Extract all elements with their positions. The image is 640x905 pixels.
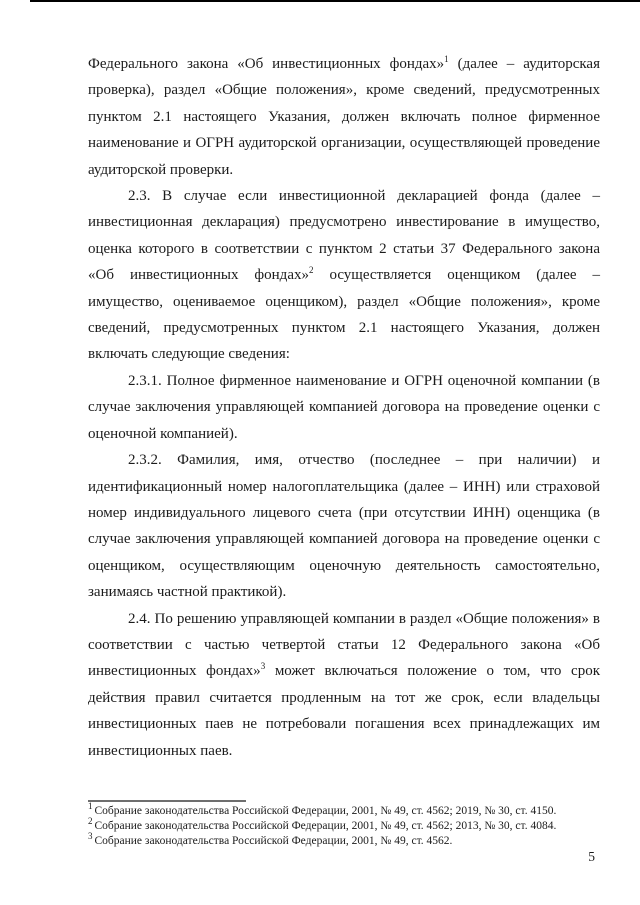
footnote-ref: 1 <box>444 54 449 64</box>
footnote-separator <box>88 800 246 802</box>
footnote: $^1$ Собрание законодательства Российской Федерации, 2001, № 49, ст. 4562; 2019, № 30, ст. 4150. <box>88 801 557 817</box>
body-text <box>88 51 600 764</box>
paragraph: 2.4. По решению управляющей компании в раздел «Общие положения» в соответствии с частью четвертой статьи 12 Федерального закона «Об инвестиционных фондах»$^3$ может включаться положение о том, что срок действия правил считается продленным на тот же срок, если владельцы инвестиционных паев не потребовали погашения всех принадлежащих им инвестиционных паев. <box>88 610 600 759</box>
paragraph: 2.3. В случае если инвестиционной декларацией фонда (далее – инвестиционная декларация) предусмотрено инвестирование в имущество, оценка которого в соответствии с пунктом 2 статьи 37 Федерального закона «Об инвестиционных фондах»$^2$ осуществляется оценщиком (далее – имущество, оцениваемое оценщиком), раздел «Общие положения», кроме сведений, предусмотренных пунктом 2.1 настоящего Указания, должен включать следующие сведения: <box>88 188 601 363</box>
paragraph: 2.3.2. Фамилия, имя, отчество (последнее – при наличии) и идентификационный номер налогоплательщика (далее – ИНН) или страховой номер индивидуального лицевого счета (при отсутствии ИНН) оценщика (в случае заключения управляющей компанией договора на проведение оценки с оценщиком, осуществляющим оценочную деятельность самостоятельно, занимаясь частной практикой). <box>88 452 600 601</box>
footnotes <box>88 801 608 848</box>
paragraph: 2.3.1. Полное фирменное наименование и ОГРН оценочной компании (в случае заключения управляющей компанией договора на проведение оценки с оценочной компанией). <box>88 372 600 442</box>
footnote-ref: 3 <box>260 661 266 672</box>
footnote: $^3$ Собрание законодательства Российской Федерации, 2001, № 49, ст. 4562. <box>88 830 453 847</box>
footnote-marker: 2 <box>88 815 93 826</box>
paragraph: Федерального закона «Об инвестиционных фондах»$^1$ (далее – аудиторская проверка), раздел «Общие положения», кроме сведений, предусмотренных пунктом 2.1 настоящего Указания, должен включать полное фирменное наименование и ОГРН аудиторской организации, осуществляющей проведение аудиторской проверки. <box>88 54 600 178</box>
footnote-ref: 2 <box>308 265 314 276</box>
footnote: $^2$ Собрание законодательства Российской Федерации, 2001, № 49, ст. 4562; 2013, № 30, ст. 4084. <box>88 815 557 832</box>
page-number: 5 <box>588 849 595 864</box>
footnote-marker: 3 <box>88 830 93 841</box>
footnote-marker: 1 <box>88 801 93 812</box>
page-top-rule <box>30 0 640 2</box>
